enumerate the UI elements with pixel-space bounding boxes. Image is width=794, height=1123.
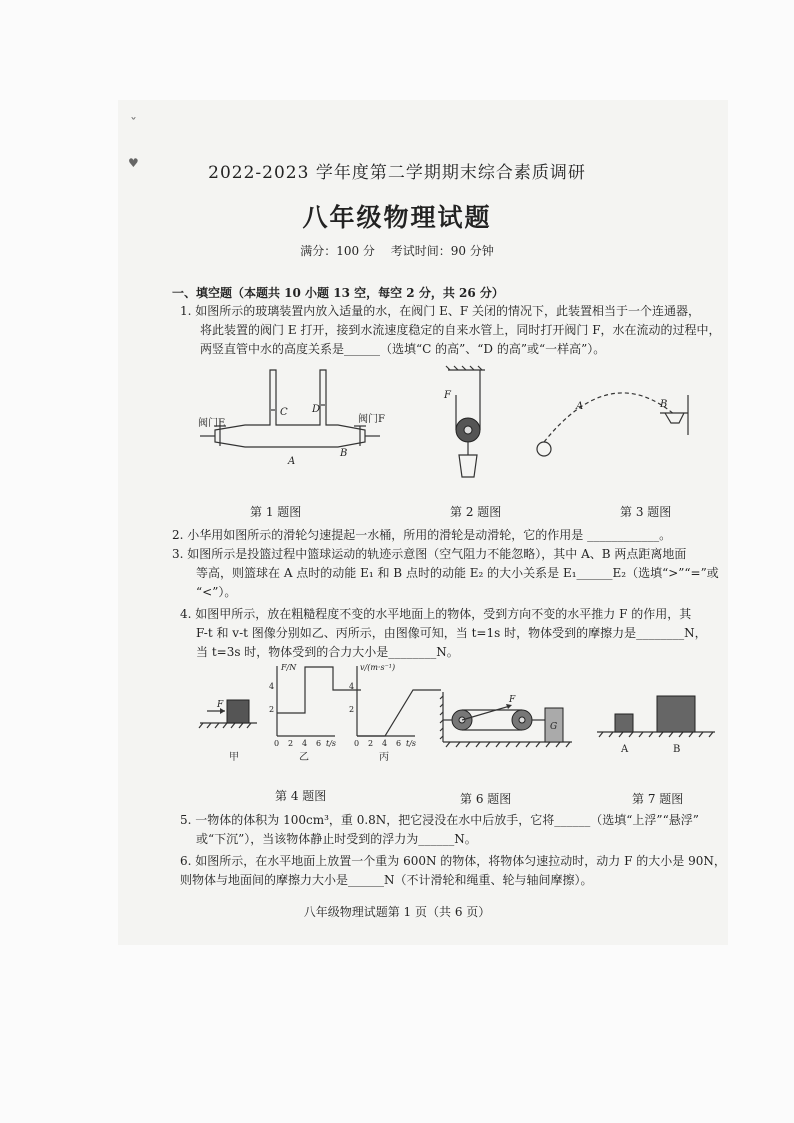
fig4-label-f: F <box>217 700 224 710</box>
fig1-glass-apparatus <box>190 360 390 475</box>
fig4-v-x2: 2 <box>368 739 374 748</box>
q5-line1: 5. 一物体的体积为 100cm³，重 0.8N，把它浸没在水中后放手，它将______（选填“上浮”“悬浮” <box>180 813 699 827</box>
fig3-label-a: A <box>576 401 584 412</box>
fig2-caption: 第 2 题图 <box>450 505 502 519</box>
fig1-label-a: A <box>288 456 296 467</box>
fig4-v-tick-4: 4 <box>349 682 355 691</box>
exam-meta: 满分：100 分 考试时间：90 分钟 <box>300 244 494 258</box>
q2-line1: 2. 小华用如图所示的滑轮匀速提起一水桶，所用的滑轮是动滑轮，它的作用是 ____________。 <box>172 528 672 542</box>
fig4-f-tick-4: 4 <box>269 682 275 691</box>
q1-line2: 将此装置的阀门 E 打开，接到水流速度稳定的自来水管上，同时打开阀门 F，水在流动的过程中， <box>200 323 721 337</box>
q4-line1: 4. 如图甲所示，放在粗糙程度不变的水平地面上的物体，受到方向不变的水平推力 F 的作用，其 <box>180 607 692 621</box>
q3-line1: 3. 如图所示是投篮过程中篮球运动的轨迹示意图（空气阻力不能忽略），其中 A、B 两点距离地面 <box>172 547 687 561</box>
fig1-label-b: B <box>340 448 348 459</box>
fig7-block-b <box>657 696 695 732</box>
fig4-label-jia: 甲 <box>229 752 239 763</box>
fig4-f-x2: 2 <box>288 739 294 748</box>
q1-line3: 两竖直管中水的高度关系是______（选填“C 的高”、“D 的高”或“一样高”）。 <box>200 342 606 356</box>
fig3-label-b: B <box>660 399 668 410</box>
fig4-f-t-axis: t/s <box>326 739 337 748</box>
q6-line1: 6. 如图所示，在水平地面上放置一个重为 600N 的物体，将物体匀速拉动时，动力 F 的大小是 90N， <box>180 854 726 868</box>
fig4-v-x0: 0 <box>354 739 360 748</box>
fig6-label-f: F <box>509 695 516 705</box>
q4-line2: F-t 和 v-t 图像分别如乙、丙所示，由图像可知，当 t=1s 时，物体受到的摩擦力是________N， <box>196 626 707 640</box>
fig4-v-tick-2: 2 <box>349 705 355 714</box>
fig6-caption: 第 6 题图 <box>460 792 512 806</box>
fig1-label-d: D <box>312 404 321 415</box>
fig4-f-tick-2: 2 <box>269 705 275 714</box>
q1-line1: 1. 如图所示的玻璃装置内放入适量的水，在阀门 E、F 关闭的情况下，此装置相当于一个连通器， <box>180 304 700 318</box>
fig7-label-b: B <box>673 744 681 755</box>
fig4-f-x6: 6 <box>316 739 322 748</box>
page-footer: 八年级物理试题第 1 页（共 6 页） <box>303 905 491 919</box>
fig7-blocks <box>595 690 720 760</box>
fig4-label-yi: 乙 <box>299 752 309 763</box>
fig4-label-bing: 丙 <box>379 752 389 763</box>
q3-line2: 等高，则篮球在 A 点时的动能 E₁ 和 B 点时的动能 E₂ 的大小关系是 E₁______E₂（选填“>”“=”或 <box>196 566 719 580</box>
fig4-v-t-axis: t/s <box>406 739 417 748</box>
fig4-caption: 第 4 题图 <box>275 789 327 803</box>
fig4-graphs <box>195 660 425 770</box>
exam-subject: 八年级物理试题 <box>302 203 492 232</box>
fig4-v-x4: 4 <box>382 739 388 748</box>
fig1-caption: 第 1 题图 <box>250 505 302 519</box>
fig7-block-a <box>615 714 633 732</box>
fig6-pulley-system <box>440 690 575 750</box>
fig6-label-g: G <box>550 722 558 732</box>
fig4-f-x4: 4 <box>302 739 308 748</box>
fig4-f-axis: F/N <box>281 663 297 672</box>
section-heading: 一、填空题（本题共 10 小题 13 空，每空 2 分，共 26 分） <box>172 286 504 300</box>
q4-line3: 当 t=3s 时，物体受到的合力大小是________N。 <box>196 645 459 659</box>
fig7-label-a: A <box>621 744 629 755</box>
fig1-valve-f-label: 阀门F <box>358 414 385 425</box>
q5-line2: 或“下沉”），当该物体静止时受到的浮力为______N。 <box>196 832 477 846</box>
fig4-v-axis: v/(m·s⁻¹) <box>360 663 396 672</box>
q3-line3: “<”）。 <box>196 585 237 599</box>
fig2-pulley <box>440 365 500 480</box>
fig4-block <box>227 700 249 723</box>
scan-mark-heart: ♥ <box>128 156 139 170</box>
q6-line2: 则物体与地面间的摩擦力大小是______N（不计滑轮和绳重、轮与轴间摩擦）。 <box>180 873 593 887</box>
fig1-valve-e-label: 阀门E <box>198 418 226 429</box>
fig2-label-f: F <box>444 390 451 401</box>
scan-mark: ˇ <box>130 116 137 132</box>
fig1-label-c: C <box>280 407 288 418</box>
fig4-f-x0: 0 <box>274 739 280 748</box>
exam-title: 2022-2023 学年度第二学期期末综合素质调研 <box>208 163 586 183</box>
fig3-caption: 第 3 题图 <box>620 505 672 519</box>
fig3-basketball <box>530 385 700 465</box>
fig4-v-x6: 6 <box>396 739 402 748</box>
fig7-caption: 第 7 题图 <box>632 792 684 806</box>
basketball-icon <box>537 442 551 456</box>
